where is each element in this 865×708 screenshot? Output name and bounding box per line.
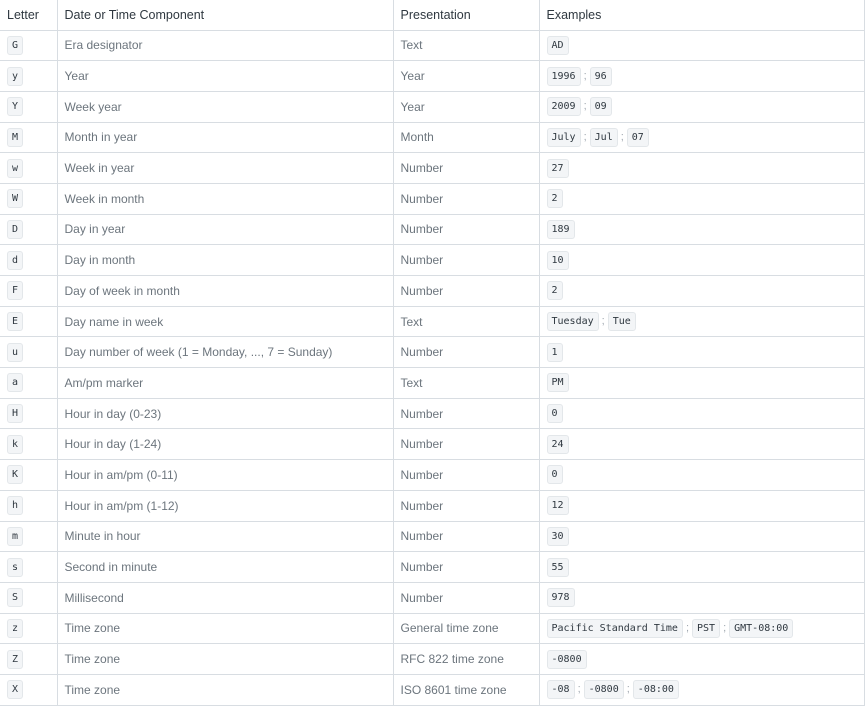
header-component: Date or Time Component: [57, 0, 393, 30]
letter-cell: [0, 306, 57, 337]
component-cell: Day of week in month: [57, 276, 393, 307]
example-code: -0800: [584, 680, 624, 699]
letter-cell: [0, 337, 57, 368]
table-row: [0, 91, 864, 122]
letter-cell: [0, 613, 57, 644]
table-row: [0, 521, 864, 552]
component-cell: Hour in am/pm (0-11): [57, 460, 393, 491]
examples-cell: [539, 368, 864, 399]
letter-code: K: [7, 465, 23, 484]
presentation-cell: Number: [393, 490, 539, 521]
presentation-cell: Month: [393, 122, 539, 153]
example-code: 0: [547, 465, 563, 484]
examples-cell: [539, 276, 864, 307]
example-separator: ;: [626, 683, 630, 696]
presentation-cell: Number: [393, 153, 539, 184]
examples-cell: [539, 674, 864, 705]
table-row: [0, 337, 864, 368]
examples-cell: [539, 306, 864, 337]
presentation-cell: Number: [393, 429, 539, 460]
example-code: 978: [547, 588, 575, 607]
examples-cell: [539, 644, 864, 675]
presentation-cell: RFC 822 time zone: [393, 644, 539, 675]
examples-cell: [539, 122, 864, 153]
table-row: [0, 398, 864, 429]
letter-cell: [0, 122, 57, 153]
presentation-cell: Year: [393, 91, 539, 122]
example-code: Jul: [590, 128, 618, 147]
example-code: GMT-08:00: [729, 619, 793, 638]
letter-code: E: [7, 312, 23, 331]
component-cell: Era designator: [57, 30, 393, 61]
presentation-cell: Number: [393, 276, 539, 307]
example-code: 96: [590, 67, 612, 86]
component-cell: Year: [57, 61, 393, 92]
letter-cell: [0, 674, 57, 705]
presentation-cell: Number: [393, 552, 539, 583]
presentation-cell: Text: [393, 30, 539, 61]
letter-code: D: [7, 220, 23, 239]
letter-cell: [0, 460, 57, 491]
presentation-cell: Number: [393, 460, 539, 491]
examples-cell: [539, 490, 864, 521]
letter-cell: [0, 490, 57, 521]
header-examples: Examples: [539, 0, 864, 30]
letter-code: u: [7, 343, 23, 362]
examples-cell: [539, 582, 864, 613]
letter-code: z: [7, 619, 23, 638]
component-cell: Hour in day (0-23): [57, 398, 393, 429]
example-separator: ;: [583, 130, 587, 143]
component-cell: Day in year: [57, 214, 393, 245]
component-cell: Millisecond: [57, 582, 393, 613]
table-row: [0, 183, 864, 214]
table-row: [0, 674, 864, 705]
example-code: 2009: [547, 97, 581, 116]
examples-cell: [539, 613, 864, 644]
example-separator: ;: [583, 100, 587, 113]
presentation-cell: Year: [393, 61, 539, 92]
example-code: 1: [547, 343, 563, 362]
examples-cell: [539, 429, 864, 460]
letter-cell: [0, 91, 57, 122]
component-cell: Day name in week: [57, 306, 393, 337]
example-code: Tue: [608, 312, 636, 331]
letter-code: G: [7, 36, 23, 55]
example-code: 09: [590, 97, 612, 116]
example-code: 189: [547, 220, 575, 239]
example-separator: ;: [601, 315, 605, 328]
example-code: 10: [547, 251, 569, 270]
example-code: Pacific Standard Time: [547, 619, 683, 638]
examples-cell: [539, 214, 864, 245]
table-row: [0, 644, 864, 675]
table-row: [0, 214, 864, 245]
example-code: 30: [547, 527, 569, 546]
examples-cell: [539, 61, 864, 92]
table-header: [0, 0, 864, 30]
component-cell: Time zone: [57, 644, 393, 675]
table-row: [0, 460, 864, 491]
letter-cell: [0, 153, 57, 184]
table-row: [0, 30, 864, 61]
letter-code: m: [7, 527, 23, 546]
example-code: PST: [692, 619, 720, 638]
table-row: [0, 306, 864, 337]
letter-cell: [0, 521, 57, 552]
component-cell: Hour in day (1-24): [57, 429, 393, 460]
presentation-cell: Number: [393, 245, 539, 276]
letter-cell: [0, 552, 57, 583]
presentation-cell: Text: [393, 306, 539, 337]
letter-code: w: [7, 159, 23, 178]
letter-cell: [0, 183, 57, 214]
letter-cell: [0, 644, 57, 675]
component-cell: Hour in am/pm (1-12): [57, 490, 393, 521]
letter-code: H: [7, 404, 23, 423]
component-cell: Minute in hour: [57, 521, 393, 552]
example-separator: ;: [577, 683, 581, 696]
letter-code: d: [7, 251, 23, 270]
component-cell: Week year: [57, 91, 393, 122]
component-cell: Time zone: [57, 674, 393, 705]
component-cell: Day number of week (1 = Monday, ..., 7 = Sunday): [57, 337, 393, 368]
table-row: [0, 61, 864, 92]
letter-cell: [0, 429, 57, 460]
letter-code: y: [7, 67, 23, 86]
component-cell: Month in year: [57, 122, 393, 153]
table-row: [0, 276, 864, 307]
examples-cell: [539, 337, 864, 368]
example-code: AD: [547, 36, 569, 55]
letter-code: s: [7, 558, 23, 577]
presentation-cell: General time zone: [393, 613, 539, 644]
presentation-cell: ISO 8601 time zone: [393, 674, 539, 705]
letter-cell: [0, 245, 57, 276]
component-cell: Am/pm marker: [57, 368, 393, 399]
table-row: [0, 245, 864, 276]
examples-cell: [539, 552, 864, 583]
component-cell: Second in minute: [57, 552, 393, 583]
component-cell: Week in month: [57, 183, 393, 214]
letter-cell: [0, 214, 57, 245]
table-row: [0, 613, 864, 644]
presentation-cell: Number: [393, 337, 539, 368]
examples-cell: [539, 460, 864, 491]
presentation-cell: Number: [393, 214, 539, 245]
letter-cell: [0, 276, 57, 307]
letter-code: X: [7, 680, 23, 699]
examples-cell: [539, 183, 864, 214]
example-code: 2: [547, 189, 563, 208]
example-separator: ;: [685, 621, 689, 634]
component-cell: Week in year: [57, 153, 393, 184]
letter-code: Y: [7, 97, 23, 116]
letter-cell: [0, 398, 57, 429]
example-code: 1996: [547, 67, 581, 86]
table-row: [0, 582, 864, 613]
example-code: 0: [547, 404, 563, 423]
example-code: -08: [547, 680, 575, 699]
header-letter: Letter: [0, 0, 57, 30]
example-code: 24: [547, 435, 569, 454]
example-code: 55: [547, 558, 569, 577]
example-code: 2: [547, 281, 563, 300]
letter-cell: [0, 368, 57, 399]
examples-cell: [539, 91, 864, 122]
example-separator: ;: [620, 130, 624, 143]
header-presentation: Presentation: [393, 0, 539, 30]
letter-code: k: [7, 435, 23, 454]
letter-code: W: [7, 189, 23, 208]
presentation-cell: Number: [393, 398, 539, 429]
example-code: 27: [547, 159, 569, 178]
table-row: [0, 552, 864, 583]
letter-code: F: [7, 281, 23, 300]
example-code: PM: [547, 373, 569, 392]
letter-cell: [0, 61, 57, 92]
examples-cell: [539, 245, 864, 276]
examples-cell: [539, 521, 864, 552]
letter-code: M: [7, 128, 23, 147]
letter-code: Z: [7, 650, 23, 669]
letter-code: h: [7, 496, 23, 515]
example-code: July: [547, 128, 581, 147]
examples-cell: [539, 398, 864, 429]
component-cell: Time zone: [57, 613, 393, 644]
examples-cell: [539, 30, 864, 61]
table-row: [0, 490, 864, 521]
table-row: [0, 429, 864, 460]
presentation-cell: Number: [393, 582, 539, 613]
example-code: Tuesday: [547, 312, 599, 331]
table-row: [0, 122, 864, 153]
table-row: [0, 153, 864, 184]
example-separator: ;: [583, 69, 587, 82]
letter-code: S: [7, 588, 23, 607]
presentation-cell: Number: [393, 183, 539, 214]
examples-cell: [539, 153, 864, 184]
example-separator: ;: [723, 621, 727, 634]
header-row: [0, 0, 864, 30]
letter-cell: [0, 30, 57, 61]
component-cell: Day in month: [57, 245, 393, 276]
presentation-cell: Number: [393, 521, 539, 552]
example-code: -08:00: [633, 680, 679, 699]
table-row: [0, 368, 864, 399]
example-code: 12: [547, 496, 569, 515]
letter-code: a: [7, 373, 23, 392]
letter-cell: [0, 582, 57, 613]
example-code: -0800: [547, 650, 587, 669]
presentation-cell: Text: [393, 368, 539, 399]
example-code: 07: [627, 128, 649, 147]
table-body: [0, 30, 864, 705]
